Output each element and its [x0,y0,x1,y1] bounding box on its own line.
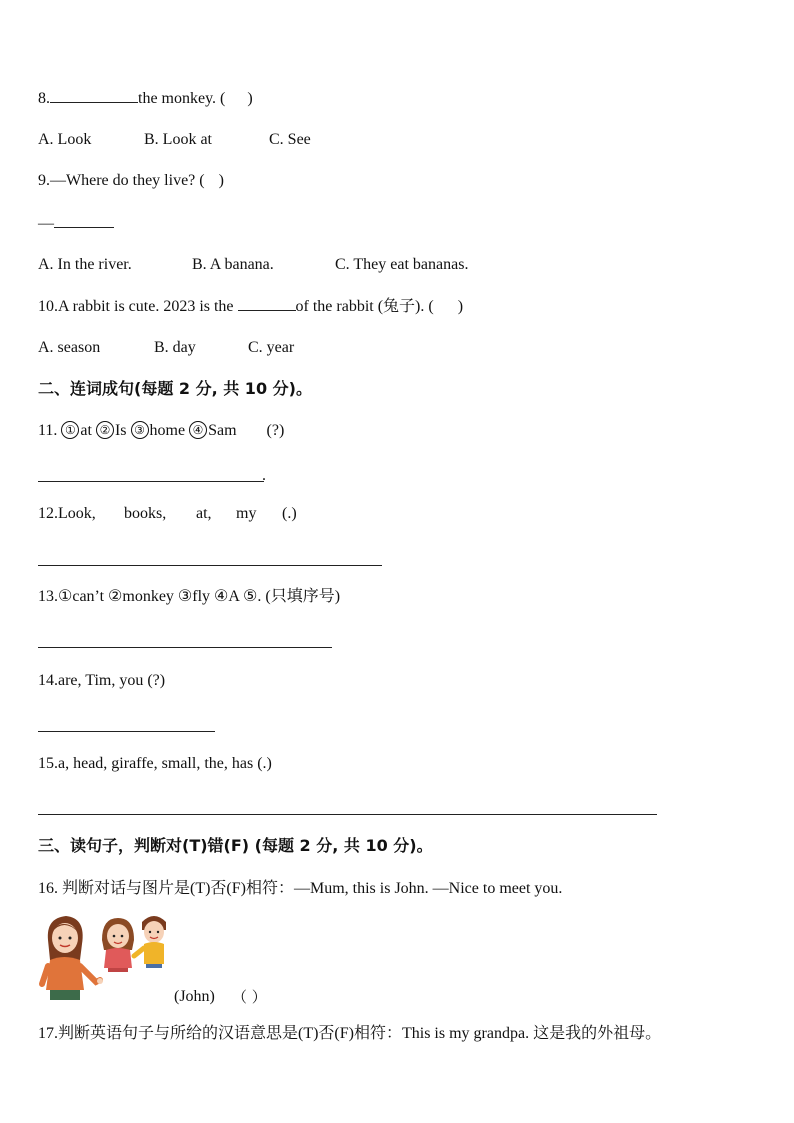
john-figure [134,916,166,968]
q10-options [38,338,294,358]
q9-option-a[interactable]: A. In the river. [38,256,132,273]
section-3-title: 三、读句子，判断对(T)错(F) (每题 2 分, 共 10 分)。 [38,836,433,855]
q9-line [38,171,224,191]
q16-caption: (John) [174,988,215,1005]
q11-circle-3: ③ [131,421,149,439]
q9-options [38,255,468,275]
q11-circle-1: ① [61,421,79,439]
q10-blank[interactable] [238,296,296,311]
family-illustration [36,910,176,1002]
q15-line: 15.a, head, giraffe, small, the, has (.) [38,755,272,772]
q10-close: ) [457,298,464,315]
q11-mark: (?) [266,422,285,439]
q10-post: of the rabbit (兔子). ( [295,298,434,315]
q12-number: 12. [38,505,58,522]
q12-word-4: my [236,505,257,522]
q10-pre: 10.A rabbit is cute. 2023 is the [38,298,234,315]
girl-figure [102,918,134,972]
q8-option-b[interactable]: B. Look at [144,131,212,148]
q11-word-4: Sam [208,422,237,439]
q12-word-1: Look, [58,505,96,522]
q11-word-3: home [149,422,186,439]
q8-line [38,88,253,109]
q11-circle-2: ② [96,421,114,439]
q10-option-b[interactable]: B. day [154,339,196,356]
q17-line: 17.判断英语句子与所给的汉语意思是(T)否(F)相符：This is my grandpa. 这是我的外祖母。 [38,1025,662,1042]
q11-word-2: Is [114,422,127,439]
q10-option-a[interactable]: A. season [38,339,101,356]
q8-option-a[interactable]: A. Look [38,131,92,148]
q12-line [38,504,297,524]
q9-text: 9.—Where do they live? ( [38,172,205,189]
q11-answer-line[interactable] [38,481,264,482]
q13-answer-line[interactable] [38,647,332,648]
q9-blank[interactable] [54,213,114,228]
q8-options [38,130,311,150]
q8-number: 8. [38,90,50,107]
q12-answer-line[interactable] [38,565,382,566]
q11-number: 11. [38,422,58,439]
q11-line [38,421,284,441]
section-2-title: 二、连词成句(每题 2 分, 共 10 分)。 [38,379,312,398]
q14-line: 14.are, Tim, you (?) [38,672,166,689]
q8-option-c[interactable]: C. See [269,131,311,148]
q11-word-1: at [80,422,92,439]
q9-answer-line [38,213,114,234]
q16-answer-paren[interactable]: （ ） [232,988,267,1006]
q15-answer-line[interactable] [38,814,657,815]
mum-figure [42,916,103,1000]
q12-mark: (.) [282,505,297,522]
q9-option-b[interactable]: B. A banana. [192,256,274,273]
q13-line: 13.①can’t ②monkey ③fly ④A ⑤. (只填序号) [38,588,341,605]
q8-text: the monkey. ( [138,90,226,107]
q10-option-c[interactable]: C. year [248,339,295,356]
q14-answer-line[interactable] [38,731,215,732]
q12-word-2: books, [124,505,167,522]
q11-period: . [262,467,266,484]
q9-option-c[interactable]: C. They eat bananas. [335,256,469,273]
q8-close: ) [247,90,253,107]
q9-dash: — [38,215,54,232]
q8-blank[interactable] [50,88,138,103]
q9-close: ) [218,172,224,189]
q10-line [38,296,463,317]
q12-word-3: at, [196,505,212,522]
q16-line: 16. 判断对话与图片是(T)否(F)相符：—Mum, this is John. —Nice to meet you. [38,880,563,897]
q11-circle-4: ④ [189,421,207,439]
